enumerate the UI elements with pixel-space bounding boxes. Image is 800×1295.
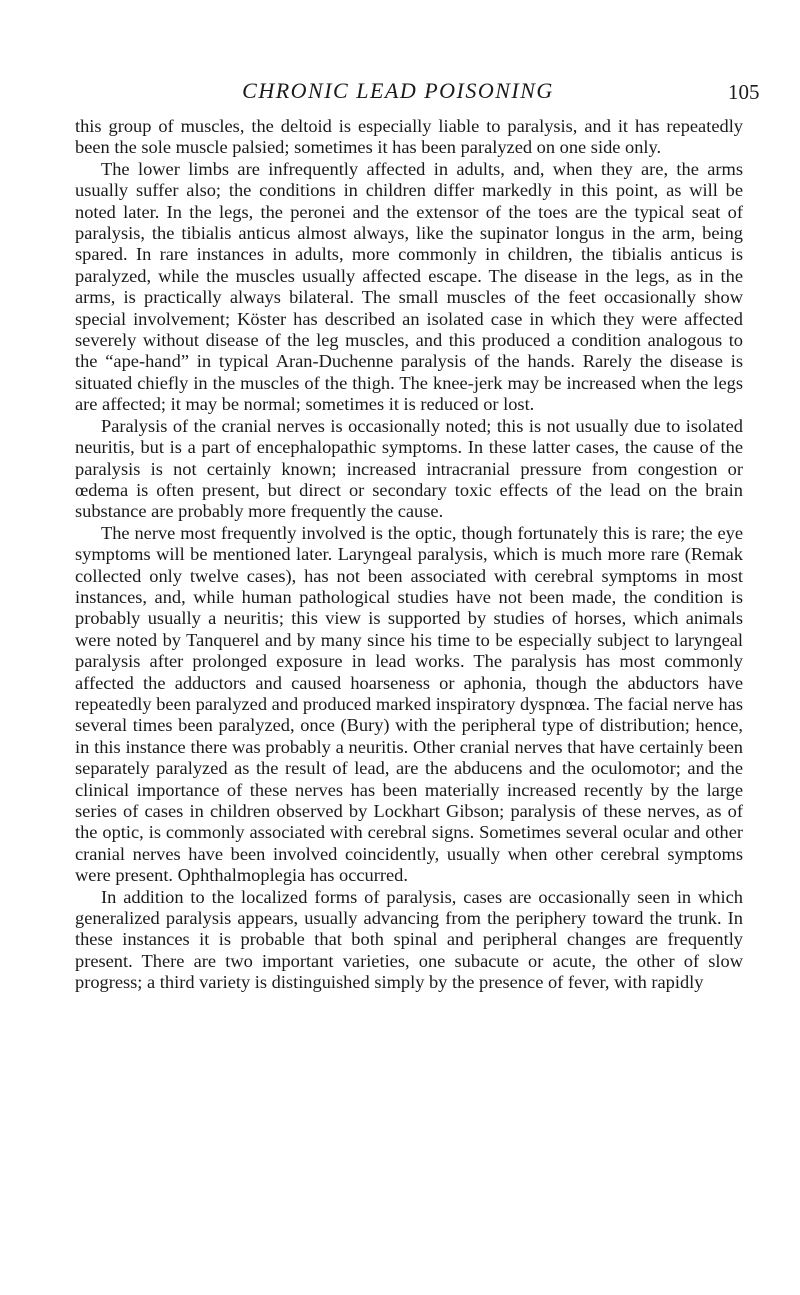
- page-body-text: [75, 116, 743, 994]
- running-head: CHRONIC LEAD POISONING: [242, 78, 554, 103]
- paragraph-cranial-nerves: Paralysis of the cranial nerves is occasionally noted; this is not usually due to isolated neuritis, but is a part of encephalopathic symptoms. In these latter cases, the cause of the paralysis is not certainly known; increased intracranial pressure from congestion or œdema is often present, but direct or secondary toxic effects of the lead on the brain substance are probably more frequently the cause.: [75, 415, 743, 522]
- paragraph-lower-limbs: The lower limbs are infrequently affected in adults, and, when they are, the arms usually suffer also; the conditions in children differ markedly in this point, as will be noted later. In the legs, the peronei and the extensor of the toes are the typical seat of paralysis, the tibialis anticus almost always, like the supinator longus in the arm, being spared. In rare instances in adults, more commonly in children, the tibialis anticus is paralyzed, while the muscles usually affected escape. The disease in the legs, as in the arms, is practically always bilateral. The small muscles of the feet occasionally show special involvement; Köster has described an isolated case in which they were affected severely without disease of the leg muscles, and this produced a condition analogous to the “ape-hand” in typical Aran-Duchenne paralysis of the hands. Rarely the disease is situated chiefly in the muscles of the thigh. The knee-jerk may be increased when the legs are affected; it may be normal; sometimes it is reduced or lost.: [75, 158, 743, 415]
- paragraph-generalized-paralysis: In addition to the localized forms of paralysis, cases are occasionally seen in which generalized paralysis appears, usually advancing from the periphery toward the trunk. In these instances it is probable that both spinal and peripheral changes are frequently present. There are two important varieties, one subacute or acute, the other of slow progress; a third variety is distinguished simply by the presence of fever, with rapidly: [75, 886, 743, 993]
- paragraph-optic-laryngeal: The nerve most frequently involved is the optic, though fortunately this is rare; the eye symptoms will be mentioned later. Laryngeal paralysis, which is much more rare (Remak collected only twelve cases), has not been associated with cerebral symptoms in most instances, and, while human pathological studies have not been made, the condition is probably usually a neuritis; this view is supported by studies of horses, which animals were noted by Tanquerel and by many since his time to be especially subject to laryngeal paralysis after prolonged exposure in lead works. The paralysis has most commonly affected the adductors and caused hoarseness or aphonia, though the abductors have repeatedly been paralyzed and produced marked inspiratory dyspnœa. The facial nerve has several times been paralyzed, once (Bury) with the peripheral type of distribution; hence, in this instance there was probably a neuritis. Other cranial nerves that have certainly been separately paralyzed as the result of lead, are the abducens and the oculomotor; and the clinical importance of these nerves has been materially increased recently by the large series of cases in children observed by Lockhart Gibson; paralysis of these nerves, as of the optic, is commonly associated with cerebral signs. Sometimes several ocular and other cranial nerves have been involved coincidently, usually when other cerebral symptoms were present. Ophthalmoplegia has occurred.: [75, 522, 743, 886]
- paragraph-continuation: this group of muscles, the deltoid is especially liable to paralysis, and it has repeatedly been the sole muscle palsied; sometimes it has been paralyzed on one side only.: [75, 116, 743, 158]
- page-number: 105: [728, 80, 760, 104]
- page-header: [0, 78, 800, 110]
